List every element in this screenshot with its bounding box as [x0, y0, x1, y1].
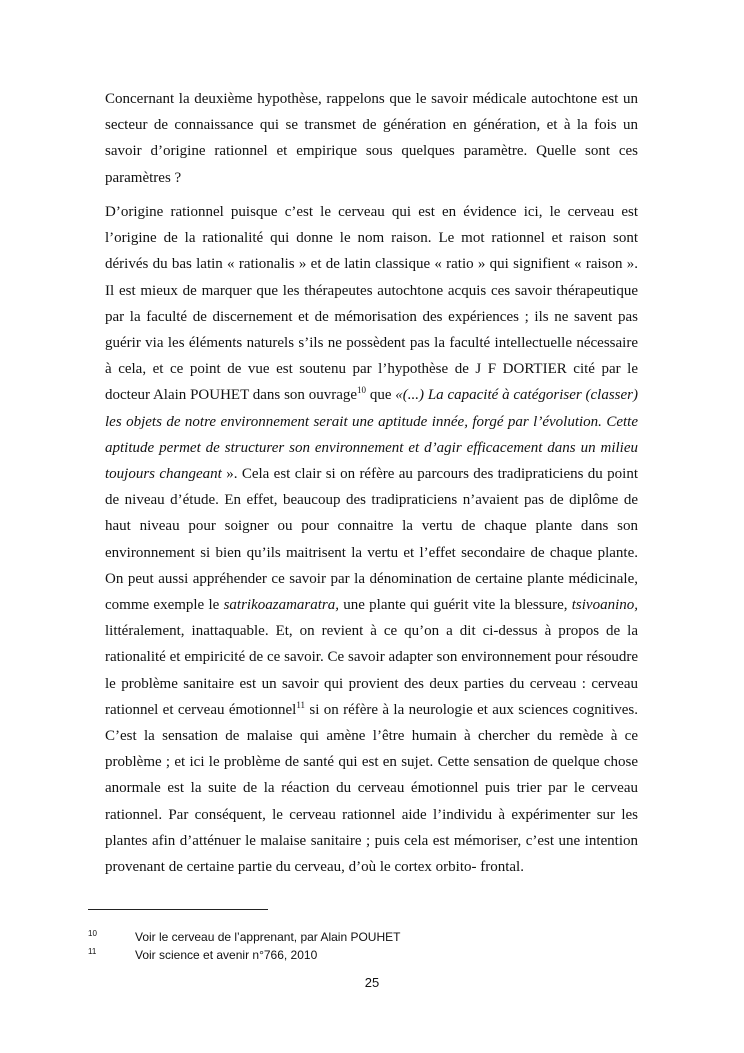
paragraph-2-text: une plante qui guérit vite la blessure,: [339, 597, 572, 614]
page-number: 25: [364, 975, 380, 990]
paragraph-2-text: que: [366, 387, 396, 404]
footnote-text: Voir science et avenir n°766, 2010: [135, 948, 318, 962]
paragraph-1: Concernant la deuxième hypothèse, rappelons que le savoir médicale autochtone est un secteur de connaissance qui se transmet de génération en génération, et à la fois un savoir d’origine rationnel et empirique sous quelques paramètre. Quelle sont ces paramètres ?: [105, 91, 638, 186]
plant-name: satrikoazamaratra,: [223, 597, 339, 614]
footnote-text: Voir le cerveau de l’apprenant, par Alain POUHET: [135, 930, 401, 944]
footnote-number: 10: [88, 929, 97, 938]
footnote-reference-11: 11: [296, 699, 305, 710]
paragraph-2-text: D’origine rationnel puisque c’est le cerveau qui est en évidence ici, le cerveau est l’origine de la rationalité qui donne le nom raison. Le mot rationnel et raison sont dérivés du bas latin « rationalis » et de latin classique « ratio » qui signifient « raison ». Il est mieux de marquer que les thérapeutes autochtone acquis ces savoir thérapeutique par la faculté de discernement et de mémorisation des expériences ; ils ne savent pas guérir via les éléments naturels s’ils ne possèdent pas la faculté intellectuelle nécessaire à cela, et ce point de vue est soutenu par l’hypothèse de J F DORTIER cité par le docteur Alain POUHET dans son ouvrage: [105, 204, 638, 404]
footnote-reference-10: 10: [357, 385, 367, 396]
footnote-number: 11: [88, 947, 97, 956]
plant-name: tsivoanino,: [571, 597, 638, 614]
quotation: «(...) La capacité à catégoriser (classer) les objets de notre environnement serait une aptitude innée, forgé par l’évolution. Cette aptitude permet de structurer son environnement et d’agir efficacement dans un milieu toujours changeant: [105, 387, 638, 483]
paragraph-2-text: littéralement, inattaquable. Et, on revient à ce qu’on a dit ci-dessus à propos de la rationalité et empiricité de ce savoir. Ce savoir adapter son environnement pour résoudre le problème sanitaire est un savoir qui provient des deux parties du cerveau : cerveau rationnel et cerveau émotionnel: [105, 623, 638, 718]
paragraph-2-text: si on réfère à la neurologie et aux sciences cognitives. C’est la sensation de malaise qui amène l’être humain à chercher du remède à ce problème ; et ici le problème de santé qui est en sujet. Cette sensation de quelque chose anormale est la suite de la réaction du cerveau émotionnel puis trier par le cerveau rationnel. Par conséquent, le cerveau rationnel aide l’individu à expérimenter sur les plantes afin d’atténuer le malaise sanitaire ; puis cela est mémoriser, c’est une intention provenant de certaine partie du cerveau, d’où le cortex orbito- frontal.: [105, 701, 639, 876]
footnote-divider: [88, 909, 268, 910]
paragraph-2-text: ». Cela est clair si on réfère au parcours des tradipraticiens du point de niveau d’étude. En effet, beaucoup des tradipraticiens n’avaient pas de diplôme de haut niveau pour soigner ou pour connaitre la vertu de chaque plante dans son environnement si bien qu’ils maitrisent la vertu et l’effet secondaire de chaque plante. On peut aussi appréhender ce savoir par la dénomination de certaine plante médicinale, comme exemple le: [105, 466, 638, 614]
paragraph-2: [105, 199, 638, 880]
